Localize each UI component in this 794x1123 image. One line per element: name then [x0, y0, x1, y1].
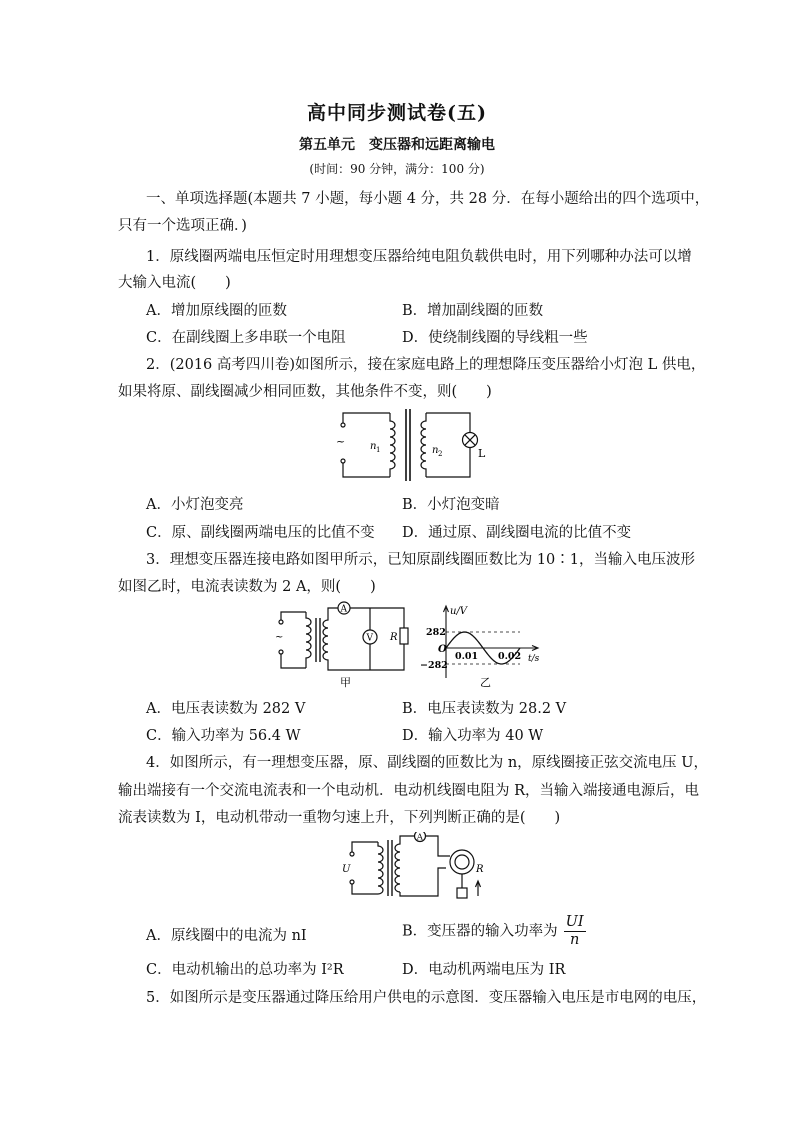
q2-stem-line2: 如果将原、副线圈减少相同匝数，其他条件不变，则( ) — [118, 384, 492, 400]
q3b-y-axis-label: u/V — [450, 606, 468, 617]
q5-stem-line1: 5．如图所示是变压器通过降压给用户供电的示意图．变压器输入电压是市电网的电压， — [146, 990, 707, 1006]
q4-voltage-label: U — [342, 864, 351, 875]
q2-option-d: D．通过原、副线圈电流的比值不变 — [402, 525, 632, 541]
q3a-voltmeter-label: V — [366, 633, 373, 644]
unit-subtitle: 第五单元 变压器和远距离输电 — [299, 137, 495, 153]
q3a-resistor-label: R — [390, 632, 398, 643]
q2-n2-label: n — [432, 445, 439, 456]
q3-waveform-chart-b — [420, 602, 546, 690]
q1-stem-line2: 大输入电流( ) — [118, 275, 231, 291]
q3-option-c: C．输入功率为 56.4 W — [146, 728, 301, 744]
q3-circuit-figure-a — [272, 600, 414, 690]
q4-option-b-numerator: UI — [565, 914, 584, 930]
q4-stem-line1: 4．如图所示，有一理想变压器，原、副线圈的匝数比为 n，原线圈接正弦交流电压 U， — [146, 755, 708, 771]
section-intro-line2: 只有一个选项正确．) — [118, 218, 247, 234]
q1-option-c: C．在副线圈上多串联一个电阻 — [146, 330, 346, 346]
q4-motor-resistance-label: R — [476, 864, 484, 875]
q3-stem-line1: 3．理想变压器连接电路如图甲所示，已知原副线圈匝数比为 10∶1，当输入电压波形 — [146, 552, 696, 568]
q2-lamp-label: L — [478, 447, 486, 460]
q2-transformer-figure — [330, 405, 492, 485]
q1-option-b: B．增加副线圈的匝数 — [402, 303, 544, 319]
q2-n1-subscript: 1 — [376, 446, 381, 454]
q2-option-c: C．原、副线圈两端电压的比值不变 — [146, 525, 375, 541]
q4-stem-line3: 流表读数为 I，电动机带动一重物匀速上升，下列判断正确的是( ) — [118, 810, 561, 826]
q3b-ytick-positive: 282 — [426, 627, 446, 638]
q3b-xtick-2: 0.02 — [498, 651, 522, 662]
q4-option-a: A．原线圈中的电流为 nI — [146, 928, 307, 944]
q3-option-d: D．输入功率为 40 W — [402, 728, 544, 744]
q4-option-d: D．电动机两端电压为 IR — [402, 962, 566, 978]
q3b-x-axis-label: t/s — [528, 654, 540, 664]
q4-option-b-fraction — [564, 914, 586, 949]
q3a-caption: 甲 — [340, 676, 351, 689]
q1-option-a: A．增加原线圈的匝数 — [146, 303, 287, 319]
q3a-ammeter-label: A — [340, 604, 347, 615]
q3a-source-symbol: ~ — [275, 632, 284, 643]
page-title: 高中同步测试卷(五) — [307, 102, 487, 124]
q4-stem-line2: 输出端接有一个交流电流表和一个电动机．电动机线圈电阻为 R，当输入端接通电源后，电 — [118, 783, 700, 799]
q4-ammeter-label: A — [416, 832, 423, 843]
section-intro-line1: 一、单项选择题(本题共 7 小题，每小题 4 分，共 28 分．在每小题给出的四个选项中， — [146, 191, 710, 207]
q3b-origin-label: O — [438, 644, 447, 655]
q2-option-a: A．小灯泡变亮 — [146, 497, 244, 513]
q1-option-d: D．使绕制线圈的导线粗一些 — [402, 330, 588, 346]
exam-meta: (时间：90 分钟，满分：100 分) — [309, 162, 485, 176]
q3-option-b: B．电压表读数为 28.2 V — [402, 701, 567, 717]
q3b-ytick-negative: −282 — [420, 660, 448, 671]
q4-option-b-denominator: n — [569, 932, 580, 948]
q4-option-b — [402, 914, 586, 949]
q2-n2-subscript: 2 — [438, 450, 443, 458]
q2-n1-label: n — [370, 441, 377, 452]
q4-motor-circuit-figure — [338, 832, 498, 912]
q4-option-c: C．电动机输出的总功率为 I²R — [146, 962, 344, 978]
q3b-caption: 乙 — [480, 676, 491, 689]
q2-stem-line1: 2．(2016 高考四川卷)如图所示，接在家庭电路上的理想降压变压器给小灯泡 L 供电， — [146, 357, 706, 373]
q1-stem-line1: 1．原线圈两端电压恒定时用理想变压器给纯电阻负载供电时，用下列哪种办法可以增 — [146, 249, 692, 265]
q3b-xtick-1: 0.01 — [455, 651, 479, 662]
q2-source-symbol: ~ — [336, 435, 346, 448]
q3-stem-line2: 如图乙时，电流表读数为 2 A，则( ) — [118, 579, 376, 595]
q4-option-b-text: B．变压器的输入功率为 — [402, 923, 558, 940]
q2-option-b: B．小灯泡变暗 — [402, 497, 500, 513]
q3-option-a: A．电压表读数为 282 V — [146, 701, 306, 717]
